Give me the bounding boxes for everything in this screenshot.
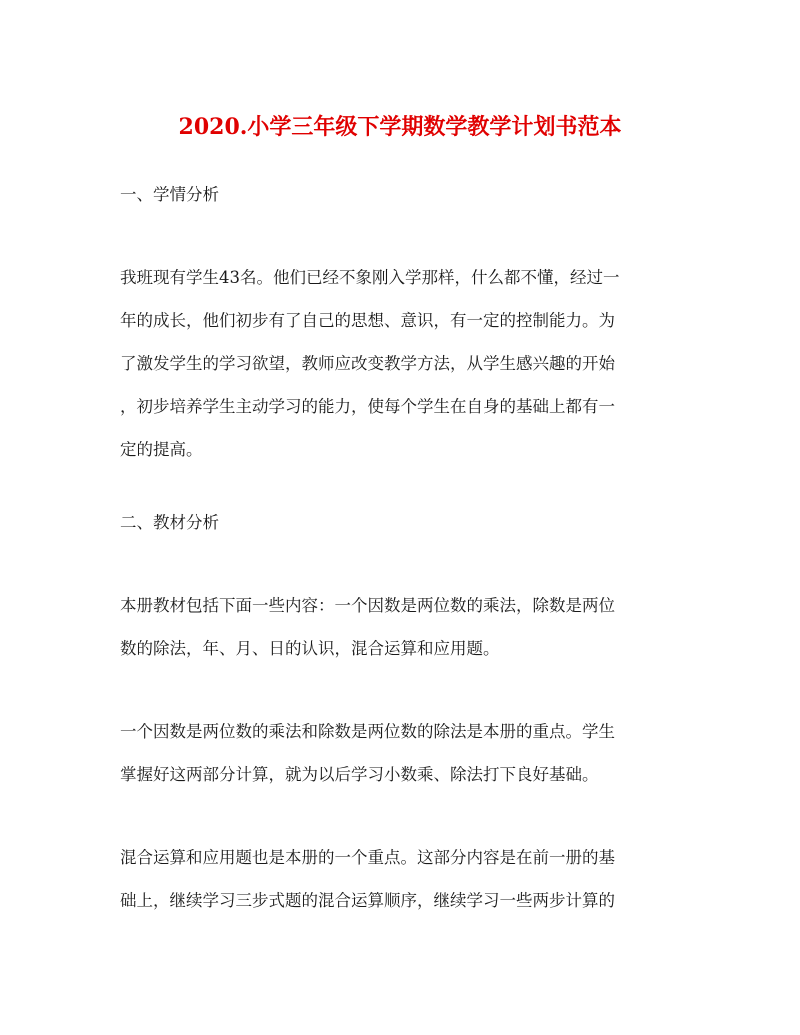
paragraph-line: 我班现有学生43名。他们已经不象刚入学那样，什么都不懂，经过一	[120, 268, 620, 287]
paragraph-line: 础上，继续学习三步式题的混合运算顺序，继续学习一些两步计算的	[120, 891, 615, 910]
paragraph-line: ，初步培养学生主动学习的能力，使每个学生在自身的基础上都有一	[120, 397, 615, 416]
paragraph-line: 混合运算和应用题也是本册的一个重点。这部分内容是在前一册的基	[120, 848, 615, 867]
paragraph-line: 本册教材包括下面一些内容：一个因数是两位数的乘法，除数是两位	[120, 596, 615, 615]
paragraph-line: 年的成长，他们初步有了自己的思想、意识，有一定的控制能力。为	[120, 311, 615, 330]
document-title: 2020.小学三年级下学期数学教学计划书范本	[178, 114, 622, 140]
section-heading-textbook-analysis: 二、教材分析	[120, 513, 219, 532]
paragraph-line: 掌握好这两部分计算，就为以后学习小数乘、除法打下良好基础。	[120, 765, 599, 784]
paragraph-line: 了激发学生的学习欲望，教师应改变教学方法，从学生感兴趣的开始	[120, 354, 615, 373]
section-heading-learning-analysis: 一、学情分析	[120, 185, 219, 204]
paragraph-line: 数的除法，年、月、日的认识，混合运算和应用题。	[120, 639, 500, 658]
paragraph-line: 定的提高。	[120, 440, 203, 459]
paragraph-line: 一个因数是两位数的乘法和除数是两位数的除法是本册的重点。学生	[120, 722, 615, 741]
